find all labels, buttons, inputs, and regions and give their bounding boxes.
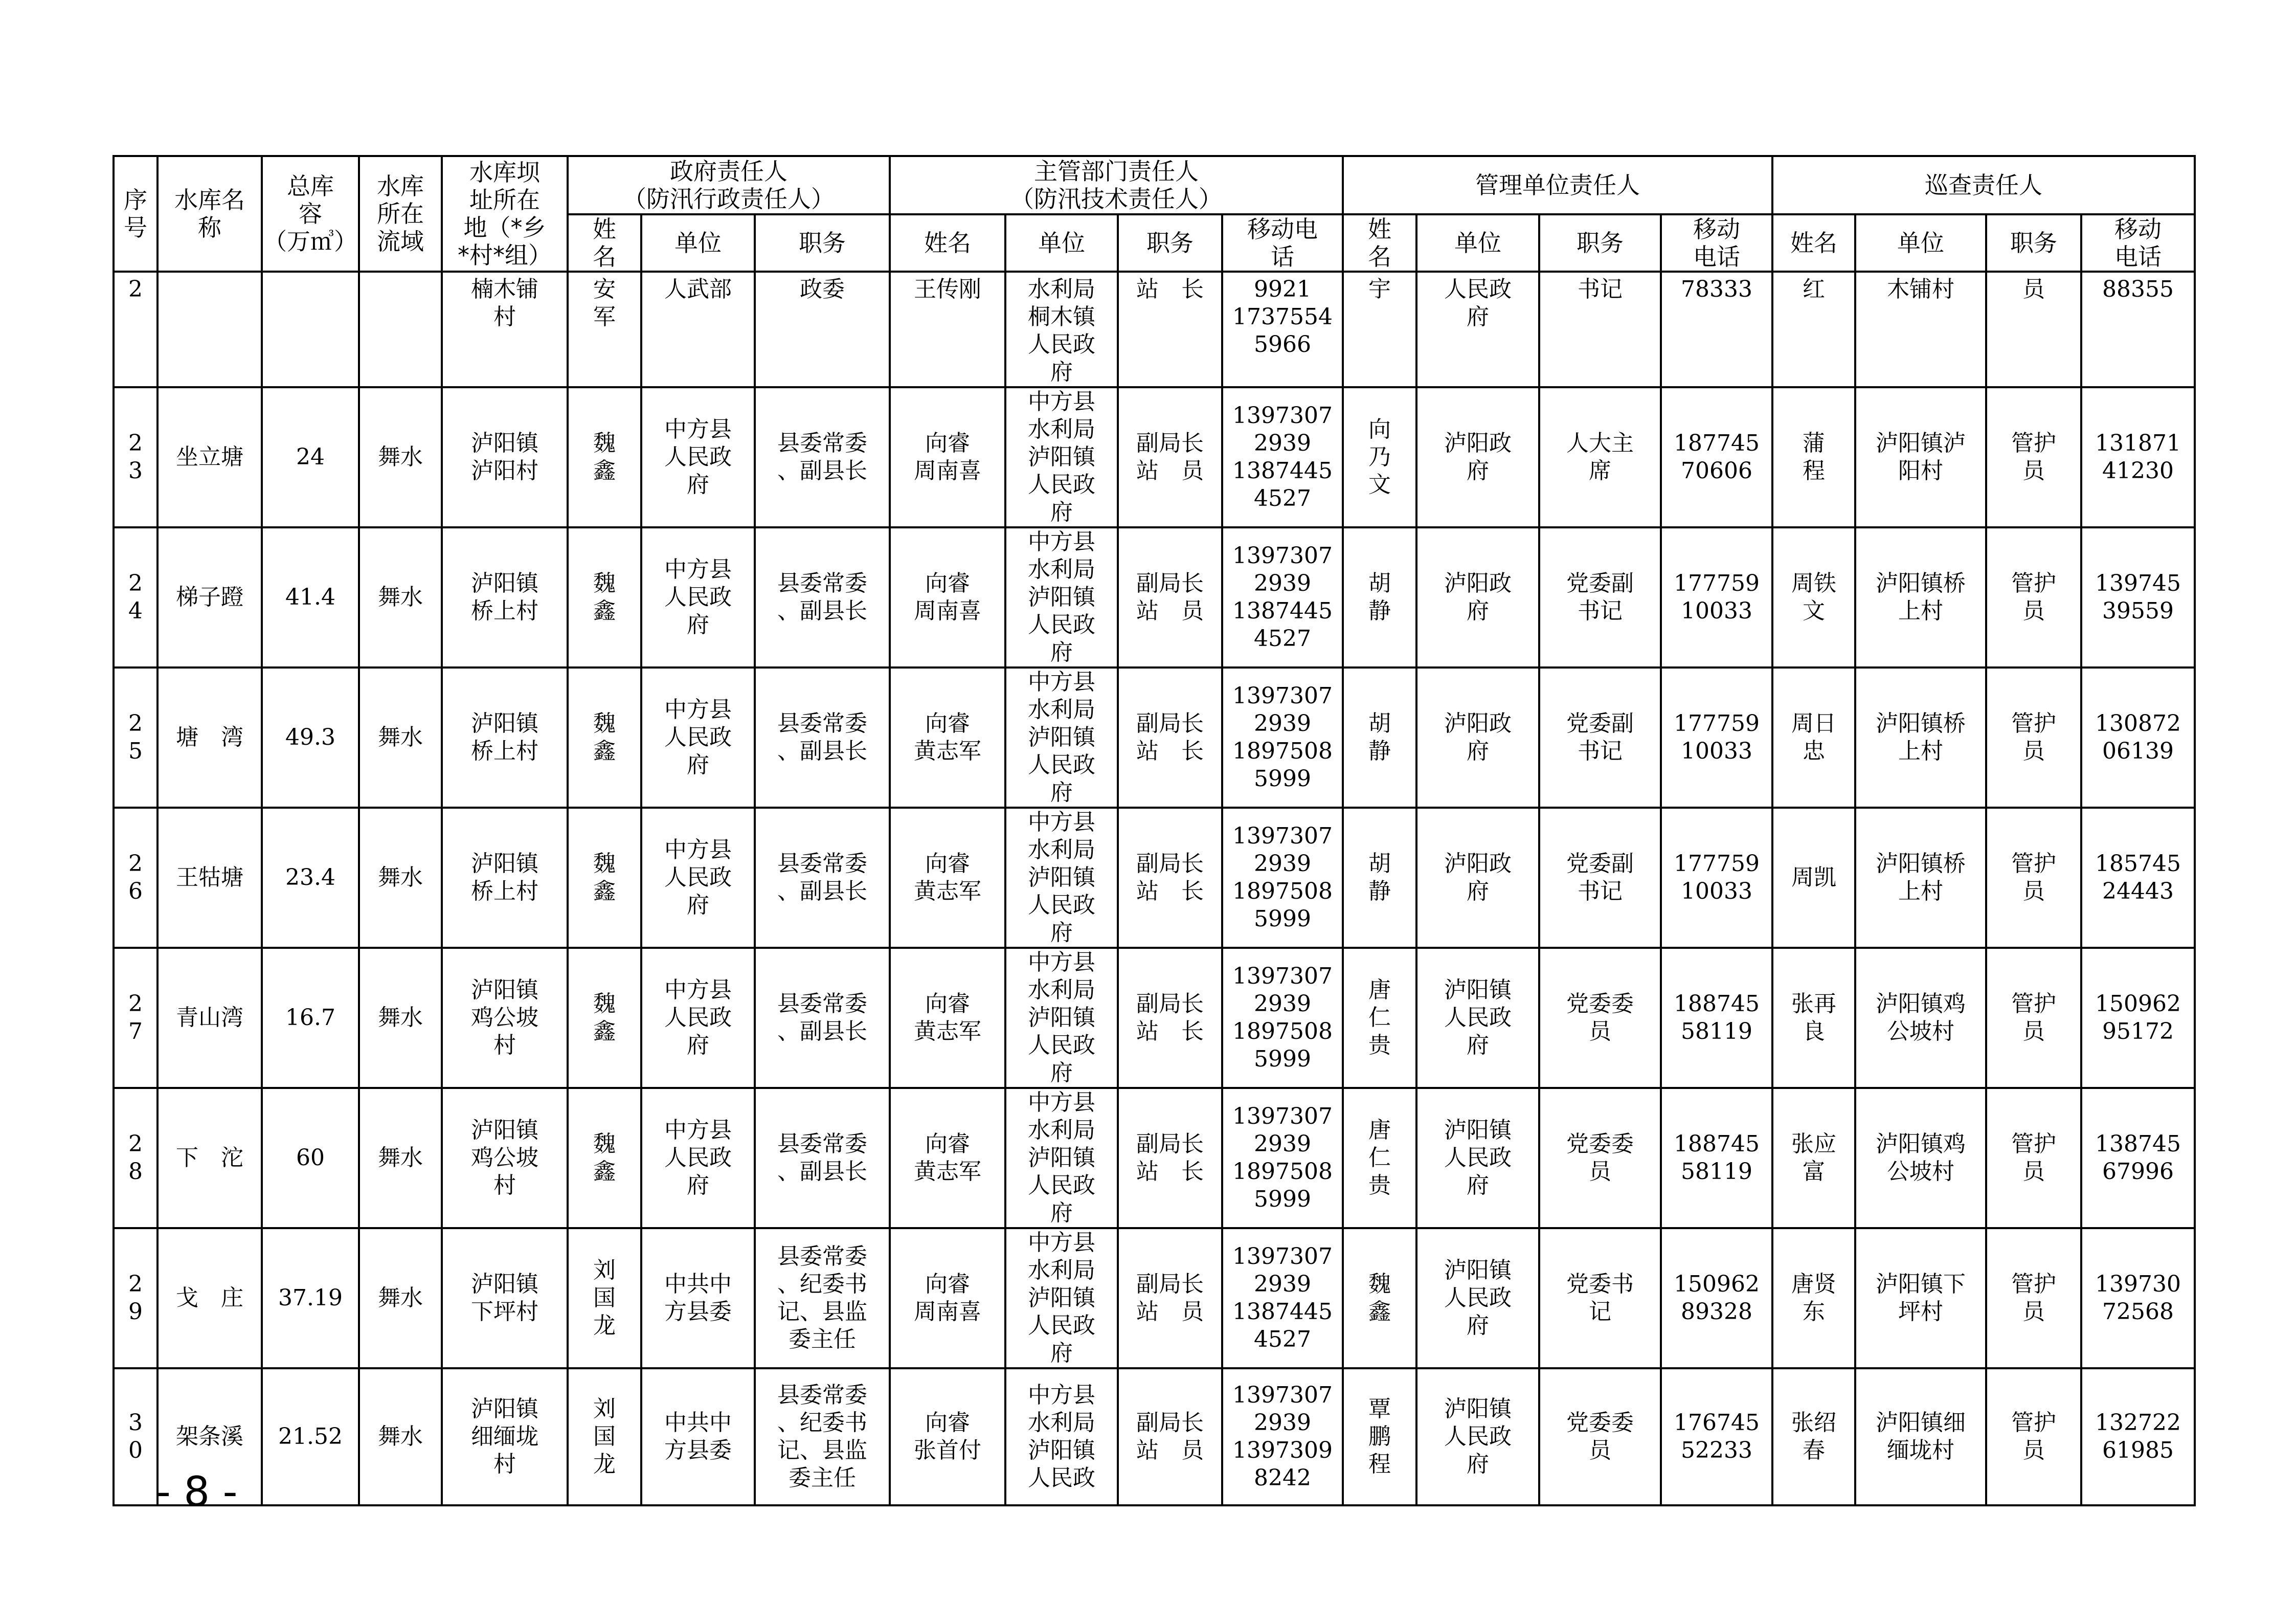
cell-mgmt-1: 泸阳镇 人民政 府 bbox=[1416, 948, 1539, 1088]
cell-location: 泸阳镇 桥上村 bbox=[442, 808, 568, 948]
subheader-dept-0: 姓名 bbox=[890, 214, 1005, 272]
cell-patrol-3: 131871 41230 bbox=[2081, 387, 2195, 527]
cell-seq: 2 3 bbox=[114, 387, 157, 527]
cell-location: 泸阳镇 桥上村 bbox=[442, 668, 568, 808]
cell-gov-0: 魏 鑫 bbox=[568, 387, 641, 527]
cell-dept-3: 1397307 2939 1387445 4527 bbox=[1222, 527, 1343, 668]
subheader-patrol-1: 单位 bbox=[1855, 214, 1986, 272]
cell-gov-1: 中共中 方县委 bbox=[641, 1368, 755, 1505]
cell-patrol-2: 管护 员 bbox=[1986, 1228, 2081, 1368]
cell-dept-1: 水利局 桐木镇 人民政 府 bbox=[1005, 272, 1118, 387]
cell-gov-1: 中方县 人民政 府 bbox=[641, 1088, 755, 1228]
cell-capacity bbox=[262, 272, 359, 387]
cell-dept-2: 副局长 站 员 bbox=[1118, 1228, 1222, 1368]
cell-dept-2: 站 长 bbox=[1118, 272, 1222, 387]
cell-mgmt-1: 泸阳镇 人民政 府 bbox=[1416, 1088, 1539, 1228]
cell-dept-2: 副局长 站 长 bbox=[1118, 808, 1222, 948]
cell-gov-0: 魏 鑫 bbox=[568, 948, 641, 1088]
header-reservoir-name: 水库名 称 bbox=[157, 156, 262, 272]
cell-dept-2: 副局长 站 员 bbox=[1118, 527, 1222, 668]
cell-gov-1: 人武部 bbox=[641, 272, 755, 387]
table-row bbox=[114, 1088, 2195, 1228]
cell-dept-3: 1397307 2939 1387445 4527 bbox=[1222, 1228, 1343, 1368]
cell-patrol-3: 139730 72568 bbox=[2081, 1228, 2195, 1368]
cell-basin: 舞水 bbox=[359, 387, 442, 527]
cell-mgmt-0: 向 乃 文 bbox=[1343, 387, 1416, 527]
cell-location: 泸阳镇 泸阳村 bbox=[442, 387, 568, 527]
header-patrol-group: 巡查责任人 bbox=[1772, 156, 2195, 214]
subheader-mgmt-1: 单位 bbox=[1416, 214, 1539, 272]
cell-gov-2: 县委常委 、副县长 bbox=[755, 527, 890, 668]
cell-mgmt-0: 魏 鑫 bbox=[1343, 1228, 1416, 1368]
cell-dept-0: 向睿 张首付 bbox=[890, 1368, 1005, 1505]
cell-capacity: 16.7 bbox=[262, 948, 359, 1088]
cell-patrol-1: 泸阳镇泸 阳村 bbox=[1855, 387, 1986, 527]
cell-mgmt-3: 177759 10033 bbox=[1661, 808, 1772, 948]
cell-capacity: 23.4 bbox=[262, 808, 359, 948]
cell-mgmt-3: 188745 58119 bbox=[1661, 948, 1772, 1088]
cell-dept-0: 向睿 黄志军 bbox=[890, 1088, 1005, 1228]
cell-gov-1: 中方县 人民政 府 bbox=[641, 527, 755, 668]
cell-dept-1: 中方县 水利局 泸阳镇 人民政 府 bbox=[1005, 948, 1118, 1088]
cell-name: 架条溪 bbox=[157, 1368, 262, 1505]
cell-dept-1: 中方县 水利局 泸阳镇 人民政 bbox=[1005, 1368, 1118, 1505]
cell-mgmt-3: 177759 10033 bbox=[1661, 527, 1772, 668]
subheader-dept-1: 单位 bbox=[1005, 214, 1118, 272]
subheader-dept-2: 职务 bbox=[1118, 214, 1222, 272]
cell-patrol-1: 泸阳镇桥 上村 bbox=[1855, 527, 1986, 668]
cell-mgmt-2: 党委副 书记 bbox=[1539, 808, 1661, 948]
cell-name: 青山湾 bbox=[157, 948, 262, 1088]
cell-mgmt-0: 唐 仁 贵 bbox=[1343, 1088, 1416, 1228]
cell-mgmt-2: 书记 bbox=[1539, 272, 1661, 387]
cell-seq: 2 4 bbox=[114, 527, 157, 668]
cell-name bbox=[157, 272, 262, 387]
cell-mgmt-0: 胡 静 bbox=[1343, 527, 1416, 668]
cell-basin: 舞水 bbox=[359, 527, 442, 668]
cell-patrol-3: 130872 06139 bbox=[2081, 668, 2195, 808]
cell-basin: 舞水 bbox=[359, 1368, 442, 1505]
cell-patrol-1: 泸阳镇细 缅垅村 bbox=[1855, 1368, 1986, 1505]
cell-patrol-2: 管护 员 bbox=[1986, 948, 2081, 1088]
cell-seq: 2 6 bbox=[114, 808, 157, 948]
cell-patrol-2: 管护 员 bbox=[1986, 527, 2081, 668]
cell-mgmt-3: 187745 70606 bbox=[1661, 387, 1772, 527]
cell-mgmt-1: 泸阳镇 人民政 府 bbox=[1416, 1228, 1539, 1368]
cell-name: 戈 庄 bbox=[157, 1228, 262, 1368]
cell-gov-2: 县委常委 、副县长 bbox=[755, 1088, 890, 1228]
subheader-patrol-2: 职务 bbox=[1986, 214, 2081, 272]
subheader-mgmt-3: 移动 电话 bbox=[1661, 214, 1772, 272]
cell-gov-0: 安 军 bbox=[568, 272, 641, 387]
cell-dept-3: 1397307 2939 1897508 5999 bbox=[1222, 1088, 1343, 1228]
cell-seq: 2 8 bbox=[114, 1088, 157, 1228]
cell-patrol-3: 138745 67996 bbox=[2081, 1088, 2195, 1228]
cell-location: 泸阳镇 鸡公坡 村 bbox=[442, 1088, 568, 1228]
cell-gov-0: 刘 国 龙 bbox=[568, 1368, 641, 1505]
cell-seq: 2 7 bbox=[114, 948, 157, 1088]
cell-mgmt-0: 宇 bbox=[1343, 272, 1416, 387]
cell-dept-3: 9921 1737554 5966 bbox=[1222, 272, 1343, 387]
cell-dept-3: 1397307 2939 1397309 8242 bbox=[1222, 1368, 1343, 1505]
cell-patrol-2: 员 bbox=[1986, 272, 2081, 387]
cell-gov-0: 刘 国 龙 bbox=[568, 1228, 641, 1368]
header-capacity: 总库 容 （万㎥） bbox=[262, 156, 359, 272]
subheader-mgmt-0: 姓 名 bbox=[1343, 214, 1416, 272]
cell-capacity: 37.19 bbox=[262, 1228, 359, 1368]
cell-capacity: 60 bbox=[262, 1088, 359, 1228]
header-gov-group: 政府责任人 （防汛行政责任人） bbox=[568, 156, 890, 214]
cell-patrol-2: 管护 员 bbox=[1986, 808, 2081, 948]
cell-dept-0: 向睿 黄志军 bbox=[890, 808, 1005, 948]
cell-dept-1: 中方县 水利局 泸阳镇 人民政 府 bbox=[1005, 1088, 1118, 1228]
cell-mgmt-2: 党委副 书记 bbox=[1539, 527, 1661, 668]
cell-patrol-0: 张再 良 bbox=[1772, 948, 1855, 1088]
cell-patrol-1: 木铺村 bbox=[1855, 272, 1986, 387]
cell-location: 泸阳镇 鸡公坡 村 bbox=[442, 948, 568, 1088]
table-row bbox=[114, 1228, 2195, 1368]
cell-patrol-3: 132722 61985 bbox=[2081, 1368, 2195, 1505]
cell-mgmt-3: 188745 58119 bbox=[1661, 1088, 1772, 1228]
cell-basin: 舞水 bbox=[359, 808, 442, 948]
cell-basin: 舞水 bbox=[359, 668, 442, 808]
cell-location: 泸阳镇 下坪村 bbox=[442, 1228, 568, 1368]
cell-dept-2: 副局长 站 长 bbox=[1118, 1088, 1222, 1228]
cell-mgmt-0: 唐 仁 贵 bbox=[1343, 948, 1416, 1088]
subheader-gov-1: 单位 bbox=[641, 214, 755, 272]
cell-mgmt-2: 党委委 员 bbox=[1539, 1368, 1661, 1505]
cell-mgmt-0: 胡 静 bbox=[1343, 808, 1416, 948]
subheader-gov-0: 姓 名 bbox=[568, 214, 641, 272]
cell-name: 王牯塘 bbox=[157, 808, 262, 948]
cell-dept-0: 向睿 周南喜 bbox=[890, 387, 1005, 527]
cell-gov-0: 魏 鑫 bbox=[568, 668, 641, 808]
cell-patrol-2: 管护 员 bbox=[1986, 668, 2081, 808]
cell-gov-1: 中方县 人民政 府 bbox=[641, 808, 755, 948]
cell-mgmt-1: 泸阳政 府 bbox=[1416, 808, 1539, 948]
cell-location: 楠木铺 村 bbox=[442, 272, 568, 387]
cell-mgmt-3: 150962 89328 bbox=[1661, 1228, 1772, 1368]
cell-dept-2: 副局长 站 长 bbox=[1118, 668, 1222, 808]
cell-dept-0: 向睿 周南喜 bbox=[890, 527, 1005, 668]
table-row bbox=[114, 668, 2195, 808]
cell-dept-0: 向睿 周南喜 bbox=[890, 1228, 1005, 1368]
cell-gov-2: 县委常委 、副县长 bbox=[755, 387, 890, 527]
cell-dept-3: 1397307 2939 1897508 5999 bbox=[1222, 948, 1343, 1088]
cell-seq: 2 bbox=[114, 272, 157, 387]
cell-gov-2: 县委常委 、副县长 bbox=[755, 948, 890, 1088]
subheader-patrol-0: 姓名 bbox=[1772, 214, 1855, 272]
cell-dept-1: 中方县 水利局 泸阳镇 人民政 府 bbox=[1005, 668, 1118, 808]
cell-dept-1: 中方县 水利局 泸阳镇 人民政 府 bbox=[1005, 387, 1118, 527]
subheader-gov-2: 职务 bbox=[755, 214, 890, 272]
cell-patrol-2: 管护 员 bbox=[1986, 387, 2081, 527]
cell-gov-1: 中方县 人民政 府 bbox=[641, 668, 755, 808]
cell-patrol-2: 管护 员 bbox=[1986, 1088, 2081, 1228]
header-dept-group: 主管部门责任人 （防汛技术责任人） bbox=[890, 156, 1343, 214]
header-mgmt-group: 管理单位责任人 bbox=[1343, 156, 1772, 214]
cell-mgmt-1: 人民政 府 bbox=[1416, 272, 1539, 387]
cell-gov-0: 魏 鑫 bbox=[568, 527, 641, 668]
cell-gov-0: 魏 鑫 bbox=[568, 808, 641, 948]
cell-seq: 2 9 bbox=[114, 1228, 157, 1368]
cell-mgmt-1: 泸阳政 府 bbox=[1416, 527, 1539, 668]
cell-patrol-3: 150962 95172 bbox=[2081, 948, 2195, 1088]
cell-patrol-3: 185745 24443 bbox=[2081, 808, 2195, 948]
table-row bbox=[114, 1368, 2195, 1505]
cell-patrol-0: 蒲 程 bbox=[1772, 387, 1855, 527]
cell-capacity: 24 bbox=[262, 387, 359, 527]
cell-mgmt-0: 覃 鹏 程 bbox=[1343, 1368, 1416, 1505]
table-row bbox=[114, 272, 2195, 387]
cell-mgmt-2: 党委书 记 bbox=[1539, 1228, 1661, 1368]
cell-basin: 舞水 bbox=[359, 1228, 442, 1368]
page-number: - 8 - bbox=[156, 1468, 238, 1516]
cell-mgmt-1: 泸阳镇 人民政 府 bbox=[1416, 1368, 1539, 1505]
cell-patrol-0: 唐贤 东 bbox=[1772, 1228, 1855, 1368]
cell-dept-1: 中方县 水利局 泸阳镇 人民政 府 bbox=[1005, 527, 1118, 668]
header-dam-location: 水库坝 址所在 地（*乡 *村*组） bbox=[442, 156, 568, 272]
cell-gov-2: 县委常委 、副县长 bbox=[755, 808, 890, 948]
cell-dept-2: 副局长 站 员 bbox=[1118, 387, 1222, 527]
cell-mgmt-2: 党委委 员 bbox=[1539, 948, 1661, 1088]
cell-gov-2: 县委常委 、纪委书 记、县监 委主任 bbox=[755, 1368, 890, 1505]
cell-dept-1: 中方县 水利局 泸阳镇 人民政 府 bbox=[1005, 808, 1118, 948]
cell-mgmt-1: 泸阳政 府 bbox=[1416, 387, 1539, 527]
cell-patrol-0: 周日 忠 bbox=[1772, 668, 1855, 808]
cell-gov-0: 魏 鑫 bbox=[568, 1088, 641, 1228]
cell-dept-2: 副局长 站 员 bbox=[1118, 1368, 1222, 1505]
cell-dept-3: 1397307 2939 1897508 5999 bbox=[1222, 808, 1343, 948]
cell-mgmt-3: 176745 52233 bbox=[1661, 1368, 1772, 1505]
cell-patrol-3: 88355 bbox=[2081, 272, 2195, 387]
cell-mgmt-3: 78333 bbox=[1661, 272, 1772, 387]
cell-name: 塘 湾 bbox=[157, 668, 262, 808]
cell-patrol-1: 泸阳镇鸡 公坡村 bbox=[1855, 1088, 1986, 1228]
cell-basin: 舞水 bbox=[359, 948, 442, 1088]
cell-dept-0: 向睿 黄志军 bbox=[890, 668, 1005, 808]
cell-mgmt-1: 泸阳政 府 bbox=[1416, 668, 1539, 808]
cell-name: 梯子蹬 bbox=[157, 527, 262, 668]
cell-mgmt-2: 党委委 员 bbox=[1539, 1088, 1661, 1228]
cell-location: 泸阳镇 细缅垅 村 bbox=[442, 1368, 568, 1505]
cell-dept-3: 1397307 2939 1897508 5999 bbox=[1222, 668, 1343, 808]
cell-dept-2: 副局长 站 长 bbox=[1118, 948, 1222, 1088]
subheader-patrol-3: 移动 电话 bbox=[2081, 214, 2195, 272]
cell-seq: 2 5 bbox=[114, 668, 157, 808]
cell-gov-1: 中方县 人民政 府 bbox=[641, 387, 755, 527]
table-row bbox=[114, 527, 2195, 668]
cell-name: 坐立塘 bbox=[157, 387, 262, 527]
cell-patrol-0: 周铁 文 bbox=[1772, 527, 1855, 668]
cell-patrol-1: 泸阳镇鸡 公坡村 bbox=[1855, 948, 1986, 1088]
cell-gov-1: 中共中 方县委 bbox=[641, 1228, 755, 1368]
header-basin: 水库 所在 流域 bbox=[359, 156, 442, 272]
cell-patrol-0: 张绍 春 bbox=[1772, 1368, 1855, 1505]
cell-dept-3: 1397307 2939 1387445 4527 bbox=[1222, 387, 1343, 527]
cell-gov-2: 县委常委 、纪委书 记、县监 委主任 bbox=[755, 1228, 890, 1368]
cell-patrol-0: 张应 富 bbox=[1772, 1088, 1855, 1228]
cell-patrol-1: 泸阳镇桥 上村 bbox=[1855, 808, 1986, 948]
table-row bbox=[114, 948, 2195, 1088]
cell-patrol-2: 管护 员 bbox=[1986, 1368, 2081, 1505]
cell-capacity: 21.52 bbox=[262, 1368, 359, 1505]
cell-mgmt-2: 人大主 席 bbox=[1539, 387, 1661, 527]
cell-name: 下 沱 bbox=[157, 1088, 262, 1228]
cell-dept-0: 向睿 黄志军 bbox=[890, 948, 1005, 1088]
cell-dept-1: 中方县 水利局 泸阳镇 人民政 府 bbox=[1005, 1228, 1118, 1368]
header-seq: 序 号 bbox=[114, 156, 157, 272]
cell-patrol-3: 139745 39559 bbox=[2081, 527, 2195, 668]
table-row bbox=[114, 387, 2195, 527]
reservoir-responsibility-table bbox=[112, 155, 2189, 1506]
cell-mgmt-2: 党委副 书记 bbox=[1539, 668, 1661, 808]
cell-basin bbox=[359, 272, 442, 387]
cell-capacity: 41.4 bbox=[262, 527, 359, 668]
cell-gov-1: 中方县 人民政 府 bbox=[641, 948, 755, 1088]
cell-patrol-1: 泸阳镇下 坪村 bbox=[1855, 1228, 1986, 1368]
cell-location: 泸阳镇 桥上村 bbox=[442, 527, 568, 668]
cell-patrol-1: 泸阳镇桥 上村 bbox=[1855, 668, 1986, 808]
subheader-mgmt-2: 职务 bbox=[1539, 214, 1661, 272]
cell-seq: 3 0 bbox=[114, 1368, 157, 1505]
cell-patrol-0: 周凯 bbox=[1772, 808, 1855, 948]
cell-capacity: 49.3 bbox=[262, 668, 359, 808]
cell-gov-2: 政委 bbox=[755, 272, 890, 387]
cell-mgmt-3: 177759 10033 bbox=[1661, 668, 1772, 808]
cell-patrol-0: 红 bbox=[1772, 272, 1855, 387]
table-row bbox=[114, 808, 2195, 948]
cell-dept-0: 王传刚 bbox=[890, 272, 1005, 387]
cell-basin: 舞水 bbox=[359, 1088, 442, 1228]
cell-gov-2: 县委常委 、副县长 bbox=[755, 668, 890, 808]
cell-mgmt-0: 胡 静 bbox=[1343, 668, 1416, 808]
subheader-dept-3: 移动电 话 bbox=[1222, 214, 1343, 272]
